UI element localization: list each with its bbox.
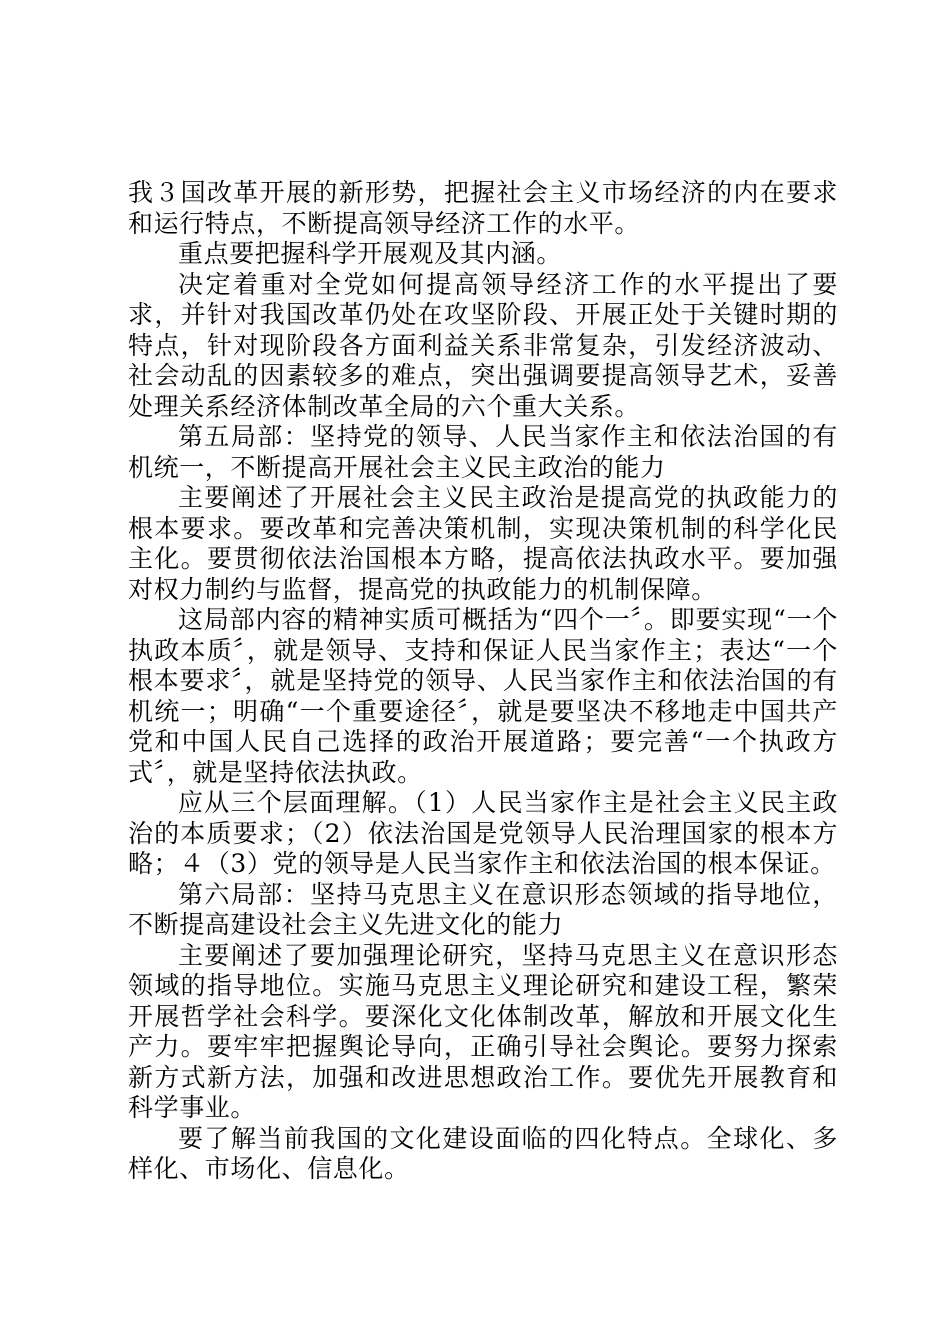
section-five-heading: 第五局部：坚持党的领导、人民当家作主和依法治国的有机统一，不断提高开展社会主义民主政治的能力 [128, 422, 838, 482]
paragraph-2: 重点要把握科学开展观及其内涵。 [178, 239, 563, 268]
paragraph-3: 决定着重对全党如何提高领导经济工作的水平提出了要求，并针对我国改革仍处在攻坚阶段、开展正处于关键时期的特点，针对现阶段各方面利益关系非常复杂，引发经济波动、社会动乱的因素较多的难点，突出强调要提高领导艺术，妥善处理关系经济体制改革全局的六个重大关系。 [128, 269, 838, 421]
paragraph-10: 要了解当前我国的文化建设面临的四化特点。全球化、多样化、市场化、信息化。 [128, 1123, 838, 1183]
paragraph-6: 这局部内容的精神实质可概括为“四个一〞。即要实现“一个执政本质〞，就是领导、支持和保证人民当家作主；表达“一个根本要求〞，就是坚持党的领导、人民当家作主和依法治国的有机统一；明确“一个重要途径〞，就是要坚决不移地走中国共产党和中国人民自己选择的政治开展道路；要完善“一个执政方式〞，就是坚持依法执政。 [128, 605, 838, 787]
section-six-heading: 第六局部：坚持马克思主义在意识形态领域的指导地位，不断提高建设社会主义先进文化的能力 [128, 879, 838, 939]
paragraph-1: 我３国改革开展的新形势，把握社会主义市场经济的内在要求和运行特点，不断提高领导经济工作的水平。 [128, 178, 838, 238]
paragraph-9: 主要阐述了要加强理论研究，坚持马克思主义在意识形态领域的指导地位。实施马克思主义理论研究和建设工程，繁荣开展哲学社会科学。要深化文化体制改革，解放和开展文化生产力。要牢牢把握舆论导向，正确引导社会舆论。要努力探索新方式新方法，加强和改进思想政治工作。要优先开展教育和科学事业。 [128, 940, 838, 1122]
document-body [128, 178, 838, 1185]
paragraph-5: 主要阐述了开展社会主义民主政治是提高党的执政能力的根本要求。要改革和完善决策机制，实现决策机制的科学化民主化。要贯彻依法治国根本方略，提高依法执政水平。要加强对权力制约与监督，提高党的执政能力的机制保障。 [128, 483, 838, 604]
paragraph-7: 应从三个层面理解。（1）人民当家作主是社会主义民主政治的本质要求；（2）依法治国是党领导人民治理国家的根本方略；４（3）党的领导是人民当家作主和依法治国的根本保证。 [128, 788, 838, 878]
